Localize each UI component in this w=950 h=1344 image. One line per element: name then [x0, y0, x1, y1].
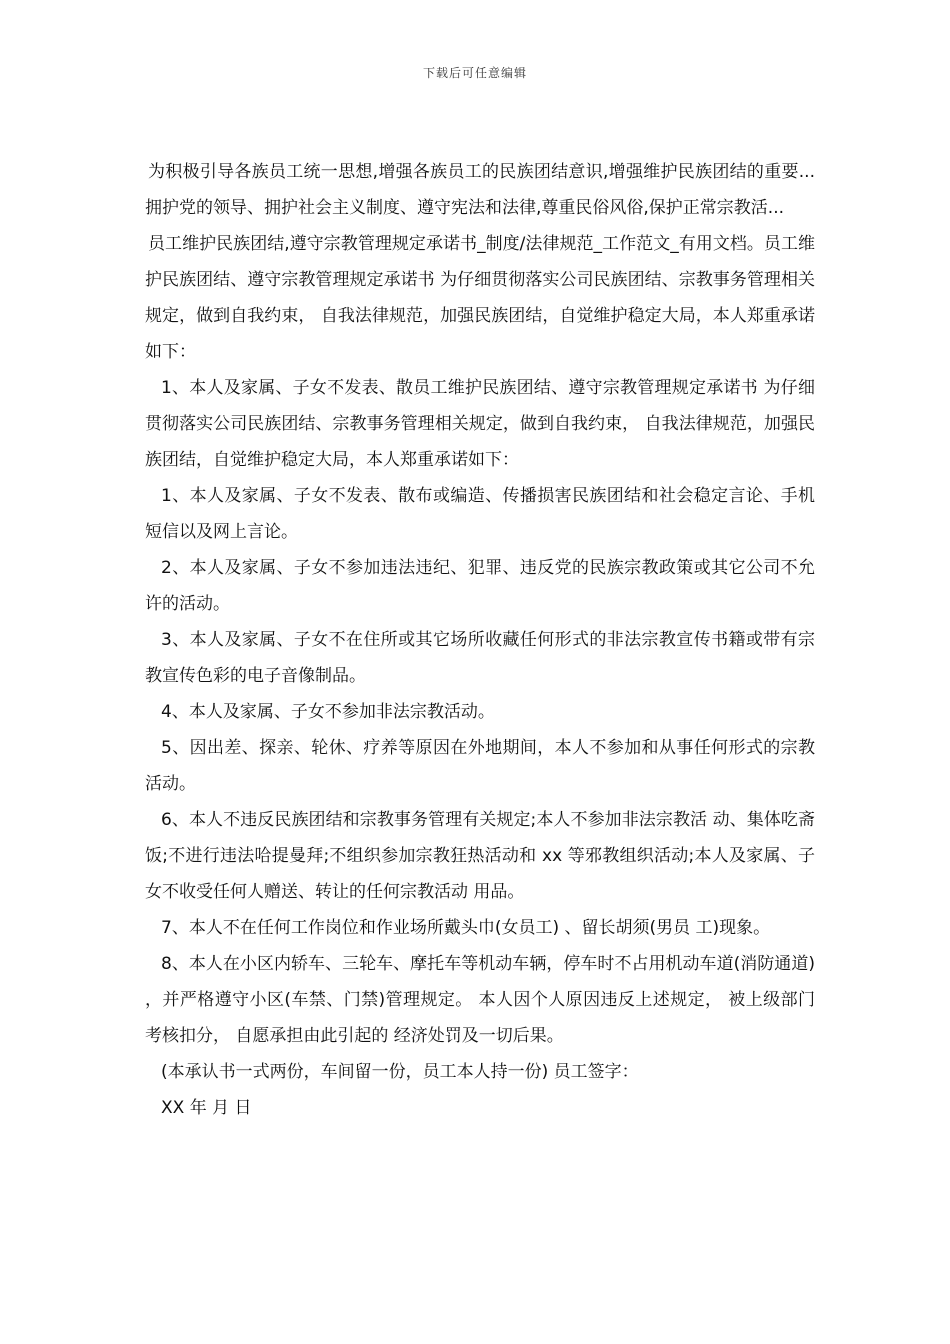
title-paragraph: 员工维护民族团结,遵守宗教管理规定承诺书_制度/法律规范_工作范文_有用文档。员工维护民族团结、遵守宗教管理规定承诺书 为仔细贯彻落实公司民族团结、宗教事务管理相关规定，做到自我约束， 自我法律规范，加强民族团结，自觉维护稳定大局，本人郑重承诺如下： [145, 234, 815, 362]
pledge-item-8: 8、本人在小区内轿车、三轮车、摩托车等机动车辆，停车时不占用机动车道(消防通道) ，并严格遵守小区(车禁、门禁)管理规定。 本人因个人原因违反上述规定， 被上级部门考核扣分， 自愿承担由此引起的 经济处罚及一切后果。 [145, 954, 815, 1046]
pledge-item-6: 6、本人不违反民族团结和宗教事务管理有关规定;本人不参加非法宗教活 动、集体吃斋饭;不进行违法哈提曼拜;不组织参加宗教狂热活动和 xx 等邪教组织活动;本人及家属、子女不收受任何人赠送、转让的任何宗教活动 用品。 [145, 810, 815, 902]
copies-note-signature: (本承认书一式两份，车间留一份，员工本人持一份) 员工签字： [161, 1062, 639, 1082]
pledge-item-7: 7、本人不在任何工作岗位和作业场所戴头巾(女员工) 、留长胡须(男员 工)现象。 [161, 918, 771, 938]
page-header-note: 下载后可任意编辑 [422, 66, 527, 80]
pledge-paragraph-duplicate: 1、本人及家属、子女不发表、散员工维护民族团结、遵守宗教管理规定承诺书 为仔细贯彻落实公司民族团结、宗教事务管理相关规定，做到自我约束， 自我法律规范，加强民族团结，自觉维护稳定大局，本人郑重承诺如下： [145, 378, 815, 470]
pledge-item-3: 3、本人及家属、子女不在住所或其它场所收藏任何形式的非法宗教宣传书籍或带有宗教宣传色彩的电子音像制品。 [145, 630, 815, 686]
pledge-item-4: 4、本人及家属、子女不参加非法宗教活动。 [161, 702, 495, 722]
intro-paragraph: 为积极引导各族员工统一思想,增强各族员工的民族团结意识,增强维护民族团结的重要... 拥护党的领导、拥护社会主义制度、遵守宪法和法律,尊重民俗风俗,保护正常宗教活... [145, 162, 815, 218]
pledge-item-2: 2、本人及家属、子女不参加违法违纪、犯罪、违反党的民族宗教政策或其它公司不允许的活动。 [145, 558, 815, 614]
pledge-item-1: 1、本人及家属、子女不发表、散布或编造、传播损害民族团结和社会稳定言论、手机短信以及网上言论。 [145, 486, 815, 542]
document-body [145, 154, 815, 1126]
date-line: XX 年 月 日 [161, 1098, 252, 1118]
pledge-item-5: 5、因出差、探亲、轮休、疗养等原因在外地期间，本人不参加和从事任何形式的宗教活动。 [145, 738, 815, 794]
